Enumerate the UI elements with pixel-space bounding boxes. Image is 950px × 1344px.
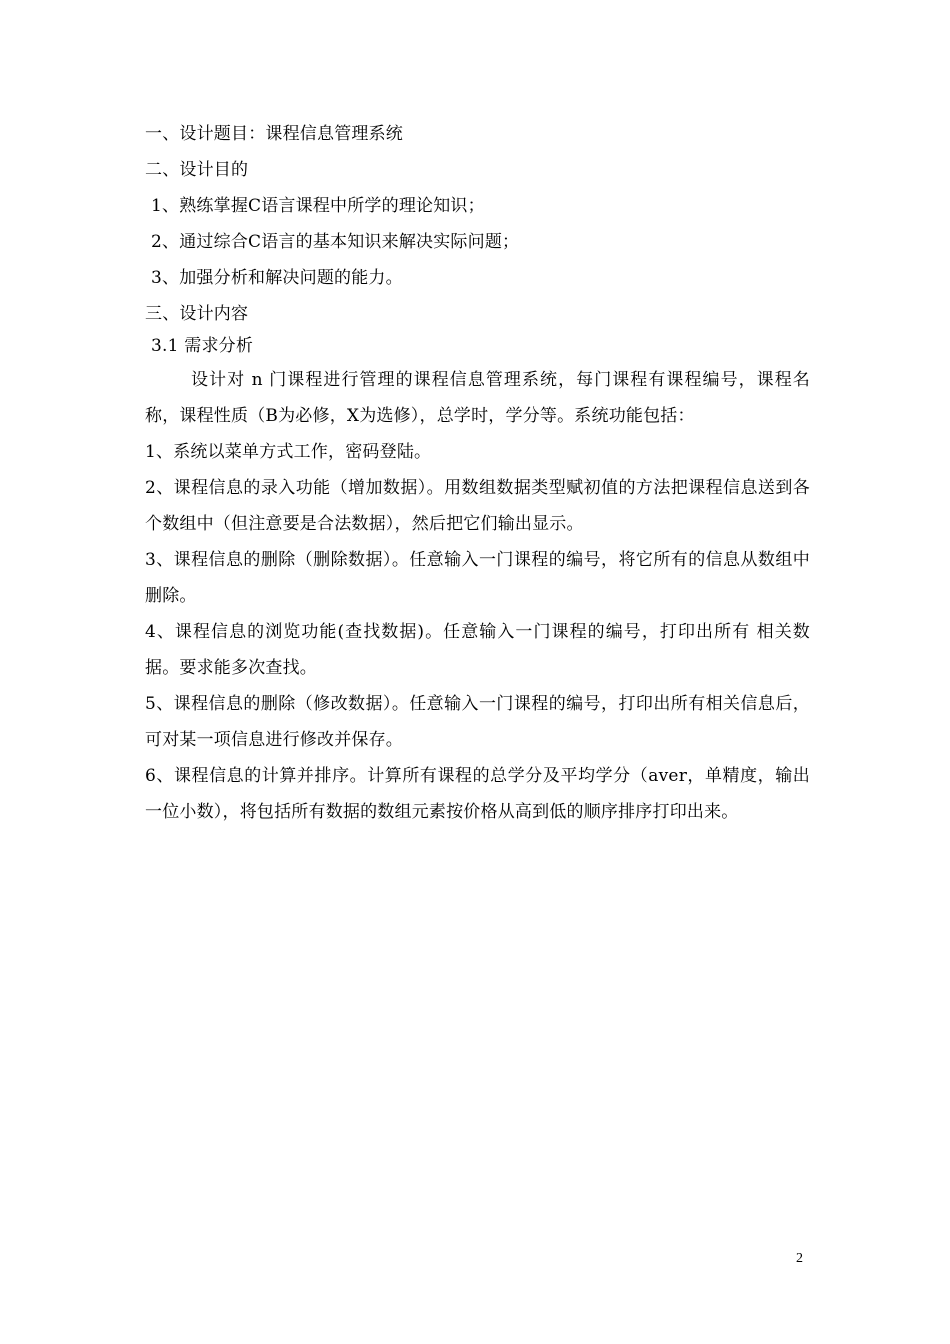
heading-design-purpose: 二、设计目的 [145, 160, 249, 180]
function-item: 1、系统以菜单方式工作，密码登陆。 [145, 442, 432, 462]
page-number: 2 [796, 1251, 803, 1266]
goal-item: 2、通过综合C语言的基本知识来解决实际问题； [151, 232, 520, 252]
function-item: 5、课程信息的删除（修改数据）。任意输入一门课程的编号，打印出所有相关信息后，可对某一项信息进行修改并保存。 [145, 694, 810, 750]
subheading-requirements: 3.1 需求分析 [151, 336, 254, 356]
function-item: 6、课程信息的计算并排序。计算所有课程的总学分及平均学分（aver，单精度，输出一位小数），将包括所有数据的数组元素按价格从高到低的顺序排序打印出来。 [145, 766, 810, 822]
intro-paragraph: 设计对 n 门课程进行管理的课程信息管理系统，每门课程有课程编号，课程名称，课程性质（B为必修，X为选修），总学时，学分等。系统功能包括： [145, 370, 810, 426]
function-item: 2、课程信息的录入功能（增加数据）。用数组数据类型赋初值的方法把课程信息送到各个数组中（但注意要是合法数据），然后把它们输出显示。 [145, 478, 810, 534]
goal-item: 3、加强分析和解决问题的能力。 [151, 268, 403, 288]
goal-item: 1、熟练掌握C语言课程中所学的理论知识； [151, 196, 485, 216]
document-body [145, 116, 810, 830]
heading-design-topic: 一、设计题目：课程信息管理系统 [145, 124, 403, 144]
function-item: 4、课程信息的浏览功能(查找数据)。任意输入一门课程的编号，打印出所有 相关数据。要求能多次查找。 [145, 622, 810, 678]
function-item: 3、课程信息的删除（删除数据）。任意输入一门课程的编号，将它所有的信息从数组中删除。 [145, 550, 810, 606]
heading-design-content: 三、设计内容 [145, 304, 249, 324]
